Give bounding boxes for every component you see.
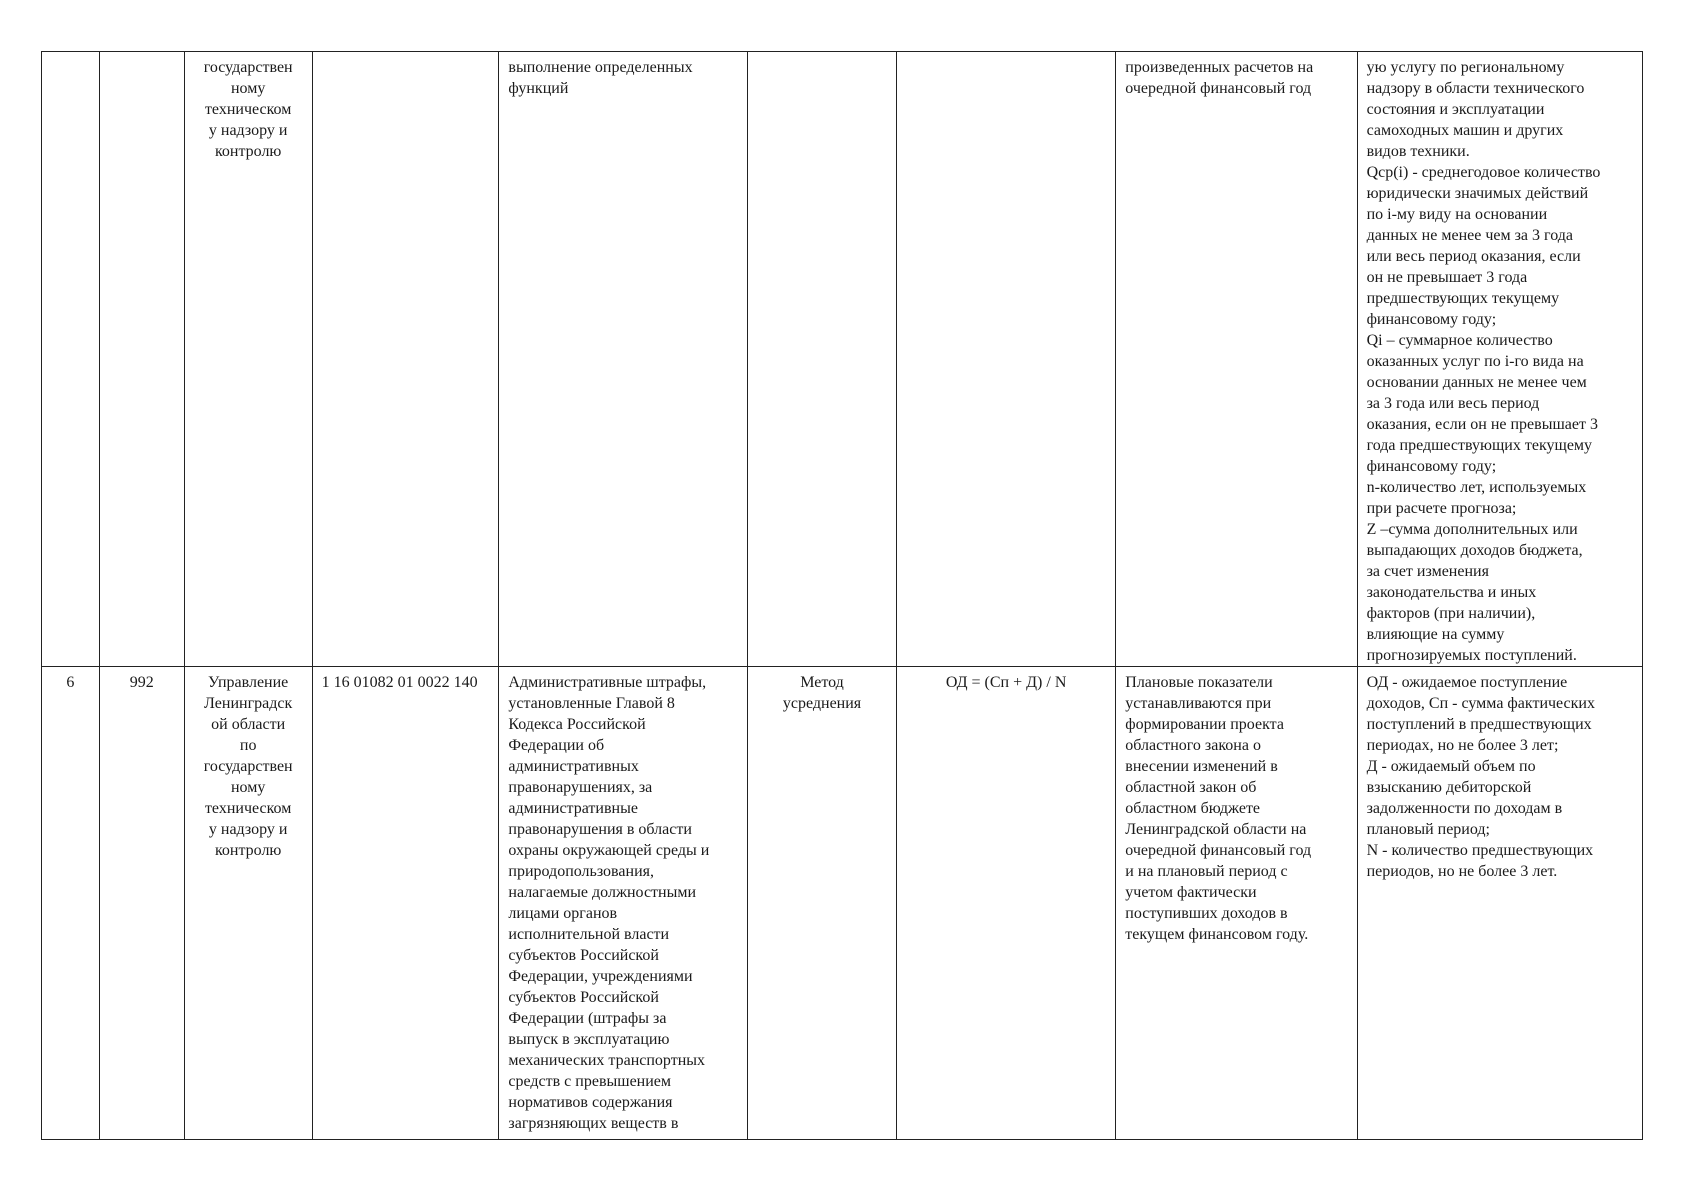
agency-line: у надзору и	[208, 821, 288, 838]
revenue-name-line: установленные Главой 8	[508, 695, 675, 712]
algorithm-line: устанавливаются при	[1125, 695, 1272, 712]
algorithm-line: Плановые показатели	[1125, 674, 1273, 691]
cell-number: 6	[42, 667, 100, 1140]
algorithm-line: Ленинградской области на	[1125, 821, 1307, 838]
method-line: усреднения	[782, 695, 862, 712]
description-line: самоходных машин и других	[1366, 122, 1564, 139]
agency-line: ному	[230, 779, 266, 796]
revenue-name-line: выпуск в эксплуатацию	[508, 1031, 670, 1048]
description-line: выпадающих доходов бюджета,	[1366, 542, 1583, 559]
revenue-name-line: исполнительной власти	[508, 926, 670, 943]
cell-agency	[184, 52, 312, 667]
description-line: видов техники.	[1366, 143, 1470, 160]
description-line: при расчете прогноза;	[1366, 500, 1517, 517]
algorithm-line: областном бюджете	[1125, 800, 1261, 817]
cell-number	[42, 52, 100, 667]
revenue-name-line: средств с превышением	[508, 1073, 672, 1090]
description-line: по i-му виду на основании	[1366, 206, 1548, 223]
revenue-name-line: Федерации об	[508, 737, 605, 754]
algorithm-line: областного закона о	[1125, 737, 1261, 754]
description-line: законодательства и иных	[1366, 584, 1537, 601]
cell-admin-code: 992	[99, 667, 184, 1140]
description-line: прогнозируемых поступлений.	[1366, 647, 1577, 664]
document-page	[41, 51, 1643, 1132]
description-line: влияющие на сумму	[1366, 626, 1505, 643]
cell-description	[1357, 52, 1642, 667]
method-line: Метод	[800, 674, 844, 691]
description-line: надзору в области технического	[1366, 80, 1585, 97]
description-line: Д - ожидаемый объем по	[1366, 758, 1536, 775]
agency-line: у надзору и	[208, 122, 288, 139]
description-line: ую услугу по региональному	[1366, 59, 1565, 76]
description-line: плановый период;	[1366, 821, 1490, 838]
table-row-continuation	[42, 52, 1643, 667]
revenue-forecast-table	[41, 51, 1643, 1140]
description-line: или весь период оказания, если	[1366, 248, 1581, 265]
cell-agency	[184, 667, 312, 1140]
description-line: Z –сумма дополнительных или	[1366, 521, 1578, 538]
agency-line: по	[239, 737, 257, 754]
description-line: данных не менее чем за 3 года	[1366, 227, 1573, 244]
cell-kbk	[312, 52, 499, 667]
agency-line: государствен	[203, 59, 293, 76]
algorithm-line: очередной финансовый год	[1125, 80, 1312, 97]
description-line: задолженности по доходам в	[1366, 800, 1563, 817]
description-line: Qi – суммарное количество	[1366, 332, 1553, 349]
revenue-name-line: загрязняющих веществ в	[508, 1115, 679, 1132]
forecast-formula: ОД = (Сп + Д) / N	[945, 674, 1067, 691]
revenue-name-line: Кодекса Российской	[508, 716, 646, 733]
agency-line: государствен	[203, 758, 293, 775]
revenue-name-line: налагаемые должностными	[508, 884, 697, 901]
algorithm-line: поступивших доходов в	[1125, 905, 1288, 922]
cell-formula	[897, 667, 1116, 1140]
revenue-name-line: административных	[508, 758, 639, 775]
revenue-name-line: охраны окружающей среды и	[508, 842, 710, 859]
description-line: n-количество лет, используемых	[1366, 479, 1587, 496]
agency-line: Управление	[208, 674, 289, 691]
algorithm-line: формировании проекта	[1125, 716, 1284, 733]
description-line: поступлений в предшествующих	[1366, 716, 1592, 733]
description-line: взысканию дебиторской	[1366, 779, 1532, 796]
description-line: финансовому году;	[1366, 311, 1497, 328]
description-line: финансовому году;	[1366, 458, 1497, 475]
cell-revenue-name	[499, 52, 748, 667]
description-line: он не превышает 3 года	[1366, 269, 1528, 286]
revenue-name-line: функций	[508, 80, 569, 97]
description-line: периодов, но не более 3 лет.	[1366, 863, 1558, 880]
cell-admin-code	[99, 52, 184, 667]
revenue-name-line: правонарушения в области	[508, 821, 692, 838]
agency-line: контролю	[214, 143, 282, 160]
algorithm-line: областной закон об	[1125, 779, 1257, 796]
algorithm-line: очередной финансовый год	[1125, 842, 1312, 859]
agency-line: ой области	[211, 716, 286, 733]
revenue-name-line: Административные штрафы,	[508, 674, 707, 691]
algorithm-line: учетом фактически	[1125, 884, 1257, 901]
description-line: оказанных услуг по i-го вида на	[1366, 353, 1584, 370]
description-line: юридически значимых действий	[1366, 185, 1589, 202]
revenue-name-line: механических транспортных	[508, 1052, 706, 1069]
revenue-name-line: выполнение определенных	[508, 59, 693, 76]
revenue-name-line: административные	[508, 800, 638, 817]
revenue-name-line: нормативов содержания	[508, 1094, 673, 1111]
description-line: Qср(i) - среднегодовое количество	[1366, 164, 1601, 181]
agency-line: техническом	[204, 800, 292, 817]
agency-line: контролю	[214, 842, 282, 859]
cell-method	[748, 667, 897, 1140]
description-line: оказания, если он не превышает 3	[1366, 416, 1598, 433]
algorithm-line: текущем финансовом году.	[1125, 926, 1309, 943]
revenue-name-line: правонарушениях, за	[508, 779, 653, 796]
description-line: факторов (при наличии),	[1366, 605, 1536, 622]
description-line: предшествующих текущему	[1366, 290, 1560, 307]
revenue-name-line: лицами органов	[508, 905, 618, 922]
cell-algorithm	[1116, 52, 1357, 667]
description-line: основании данных не менее чем	[1366, 374, 1587, 391]
cell-revenue-name	[499, 667, 748, 1140]
algorithm-line: внесении изменений в	[1125, 758, 1278, 775]
revenue-name-line: субъектов Российской	[508, 947, 659, 964]
table-row-6	[42, 667, 1643, 1140]
description-line: периодах, но не более 3 лет;	[1366, 737, 1559, 754]
cell-formula	[897, 52, 1116, 667]
algorithm-line: произведенных расчетов на	[1125, 59, 1314, 76]
revenue-name-line: Федерации, учреждениями	[508, 968, 693, 985]
description-line: состояния и эксплуатации	[1366, 101, 1545, 118]
description-line: года предшествующих текущему	[1366, 437, 1593, 454]
revenue-name-line: природопользования,	[508, 863, 654, 880]
cell-method	[748, 52, 897, 667]
revenue-name-line: Федерации (штрафы за	[508, 1010, 667, 1027]
agency-line: ному	[230, 80, 266, 97]
revenue-name-line: субъектов Российской	[508, 989, 659, 1006]
cell-kbk: 1 16 01082 01 0022 140	[312, 667, 499, 1140]
cell-description	[1357, 667, 1642, 1140]
description-line: доходов, Сп - сумма фактических	[1366, 695, 1595, 712]
algorithm-line: и на плановый период с	[1125, 863, 1288, 880]
agency-line: Ленинградск	[204, 695, 293, 712]
description-line: за счет изменения	[1366, 563, 1489, 580]
description-line: N - количество предшествующих	[1366, 842, 1594, 859]
description-line: ОД - ожидаемое поступление	[1366, 674, 1568, 691]
cell-algorithm	[1116, 667, 1357, 1140]
agency-line: техническом	[204, 101, 292, 118]
description-line: за 3 года или весь период	[1366, 395, 1540, 412]
